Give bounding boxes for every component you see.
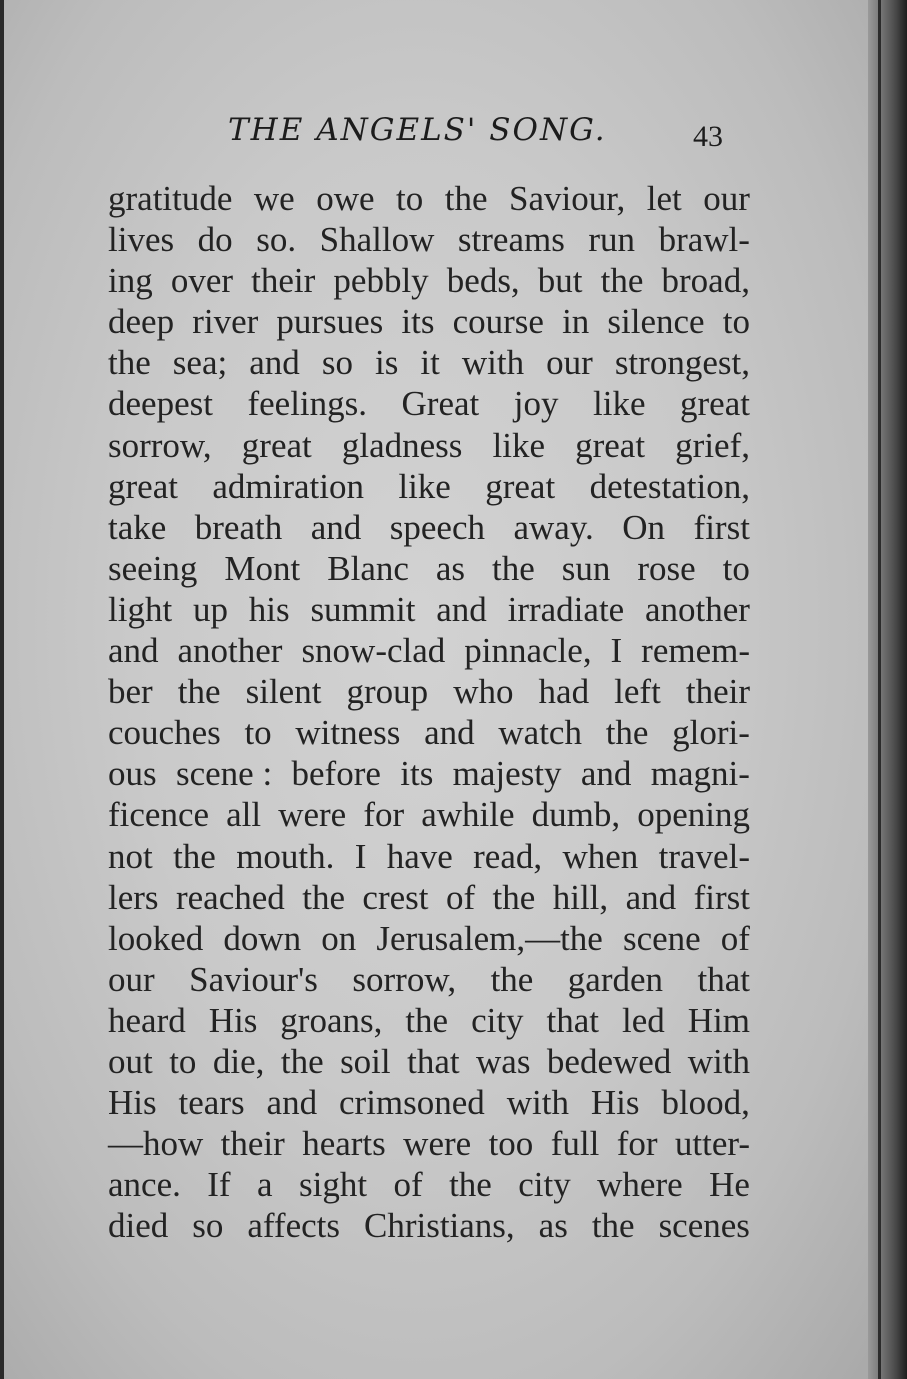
word: the — [173, 836, 216, 876]
word: —how — [108, 1124, 204, 1164]
word: breath — [194, 507, 283, 547]
word: city — [518, 1165, 571, 1205]
word: ing — [108, 261, 153, 301]
word: looked — [108, 918, 204, 958]
word: had — [538, 672, 590, 712]
word: great — [680, 384, 750, 424]
word: He — [709, 1165, 750, 1205]
word: another — [645, 589, 750, 629]
word: scenes — [658, 1206, 750, 1246]
word: group — [346, 672, 429, 712]
word: soil — [340, 1041, 391, 1081]
word: on — [321, 918, 357, 958]
word: so. — [256, 220, 297, 260]
word: Jerusalem,—the — [376, 918, 603, 958]
word: pursues — [276, 302, 384, 342]
word: mouth. — [236, 836, 335, 876]
word: with — [506, 1083, 569, 1123]
text-line — [108, 712, 750, 753]
word: owe — [316, 179, 375, 218]
word: the — [492, 877, 536, 917]
word: Saviour's — [189, 959, 318, 999]
word: let — [646, 179, 682, 218]
word: deep — [108, 302, 175, 342]
word: silence — [607, 302, 705, 342]
word: ber — [108, 672, 153, 712]
word: detestation, — [589, 466, 750, 506]
word: I — [354, 836, 367, 876]
word: their — [220, 1124, 285, 1164]
word: His — [108, 1083, 157, 1123]
text-line — [108, 836, 750, 877]
word: crimsoned — [339, 1083, 485, 1123]
word: where — [597, 1165, 683, 1205]
word: sight — [298, 1165, 368, 1205]
text-line — [108, 1041, 750, 1082]
text-line — [108, 918, 750, 959]
word: and — [424, 713, 475, 753]
word: His — [590, 1083, 640, 1123]
text-line — [108, 219, 750, 260]
word: is — [374, 343, 399, 383]
word: it — [420, 343, 440, 383]
text-line — [108, 1123, 750, 1164]
word: On — [622, 507, 666, 547]
word: Saviour, — [509, 179, 626, 218]
word: great — [575, 425, 646, 465]
word: blood, — [661, 1083, 750, 1123]
word: the — [492, 548, 535, 588]
word: gratitude — [108, 179, 233, 218]
word: His — [208, 1000, 258, 1040]
word: who — [453, 672, 514, 712]
word: like — [492, 425, 545, 465]
word: feelings. — [247, 384, 368, 424]
word: scene — [622, 918, 701, 958]
word: for — [616, 1124, 658, 1164]
text-line — [108, 342, 750, 383]
word: have — [386, 836, 453, 876]
word: garden — [567, 959, 664, 999]
word: not — [108, 836, 153, 876]
word: die, — [212, 1041, 265, 1081]
word: its — [401, 302, 435, 342]
word: of — [393, 1165, 423, 1205]
running-title: THE ANGELS' SONG. — [228, 112, 607, 148]
word: admiration — [212, 466, 364, 506]
text-line — [108, 794, 750, 835]
word: and — [249, 343, 300, 383]
word: its — [400, 754, 434, 794]
word: out — [108, 1041, 153, 1081]
word: ficence — [108, 795, 210, 835]
binding-edge-line — [878, 0, 881, 1379]
running-header — [0, 108, 870, 158]
word: the — [490, 959, 534, 999]
word: brawl- — [658, 220, 750, 260]
word: to — [722, 548, 750, 588]
word: before — [291, 754, 381, 794]
text-line — [108, 425, 750, 466]
word: the — [591, 1206, 635, 1246]
word: great — [108, 466, 178, 506]
word: the — [600, 261, 644, 301]
word: read, — [473, 836, 543, 876]
word: watch — [498, 713, 582, 753]
word: to — [244, 713, 272, 753]
word: to — [722, 302, 750, 342]
body-text — [108, 178, 750, 1246]
word: pebbly — [333, 261, 429, 301]
word: a — [257, 1165, 273, 1205]
word: the — [405, 1000, 449, 1040]
word: full — [550, 1124, 600, 1164]
word: speech — [389, 507, 485, 547]
word: scene : — [175, 754, 273, 794]
word: do — [197, 220, 233, 260]
word: in — [562, 302, 590, 342]
text-line — [108, 959, 750, 1000]
word: first — [693, 877, 750, 917]
word: as — [538, 1206, 568, 1246]
word: city — [471, 1000, 524, 1040]
text-line — [108, 301, 750, 342]
word: lers — [108, 877, 159, 917]
word: travel- — [658, 836, 750, 876]
word: we — [253, 179, 295, 218]
word: hearts — [302, 1124, 386, 1164]
word: the — [302, 877, 345, 917]
word: ance. — [108, 1165, 181, 1205]
text-line — [108, 1164, 750, 1205]
word: our — [703, 179, 750, 218]
word: If — [207, 1165, 231, 1205]
word: affects — [247, 1206, 340, 1246]
word: died — [108, 1206, 169, 1246]
word: the — [444, 179, 488, 218]
word: and — [580, 754, 632, 794]
word: as — [435, 548, 466, 588]
word: the — [177, 672, 221, 712]
word: when — [562, 836, 639, 876]
word: I — [610, 631, 623, 671]
word: so — [321, 343, 353, 383]
word: tears — [178, 1083, 245, 1123]
left-page-edge — [0, 0, 4, 1379]
text-line — [108, 178, 750, 219]
word: dumb, — [531, 795, 621, 835]
word: take — [108, 507, 167, 547]
word: so — [192, 1206, 224, 1246]
word: Great — [401, 384, 480, 424]
word: streams — [457, 220, 565, 260]
word: like — [593, 384, 646, 424]
word: opening — [637, 795, 750, 835]
word: sea; — [172, 343, 228, 383]
word: heard — [108, 1000, 186, 1040]
word: that — [697, 959, 750, 999]
word: irradiate — [507, 589, 625, 629]
word: crest — [362, 877, 429, 917]
text-line — [108, 1082, 750, 1123]
word: with — [461, 343, 525, 383]
word: another — [177, 631, 283, 671]
word: run — [588, 220, 636, 260]
word: great — [241, 425, 312, 465]
word: Christians, — [363, 1206, 515, 1246]
word: witness — [295, 713, 401, 753]
word: light — [108, 589, 173, 629]
word: and — [108, 631, 159, 671]
word: of — [720, 918, 750, 958]
word: great — [485, 466, 556, 506]
word: up — [192, 589, 228, 629]
word: the — [108, 343, 151, 383]
word: gladness — [341, 425, 463, 465]
text-line — [108, 630, 750, 671]
word: utter- — [674, 1124, 750, 1164]
word: but — [537, 261, 583, 301]
word: was — [476, 1041, 531, 1081]
word: the — [605, 713, 649, 753]
word: like — [398, 466, 451, 506]
word: magni- — [650, 754, 750, 794]
word: to — [169, 1041, 197, 1081]
word: were — [403, 1124, 472, 1164]
word: pinnacle, — [464, 631, 592, 671]
word: all — [226, 795, 262, 835]
word: and — [310, 507, 362, 547]
word: remem- — [641, 631, 750, 671]
text-line — [108, 671, 750, 712]
word: sun — [561, 548, 611, 588]
text-line — [108, 260, 750, 301]
word: our — [108, 959, 155, 999]
word: lives — [108, 220, 175, 260]
word: sorrow, — [108, 425, 212, 465]
word: Shallow — [319, 220, 435, 260]
word: and — [266, 1083, 318, 1123]
word: deepest — [108, 384, 213, 424]
word: seeing — [108, 548, 198, 588]
word: and — [625, 877, 677, 917]
text-line — [108, 1000, 750, 1041]
word: with — [687, 1041, 750, 1081]
word: strongest, — [614, 343, 750, 383]
word: reached — [175, 877, 285, 917]
word: beds, — [446, 261, 520, 301]
text-line — [108, 1205, 750, 1246]
text-line — [108, 383, 750, 424]
word: their — [685, 672, 750, 712]
text-line — [108, 877, 750, 918]
word: that — [546, 1000, 599, 1040]
word: Him — [687, 1000, 750, 1040]
word: grief, — [675, 425, 750, 465]
word: joy — [513, 384, 559, 424]
word: couches — [108, 713, 221, 753]
word: over — [170, 261, 234, 301]
word: our — [546, 343, 593, 383]
word: Blanc — [327, 548, 409, 588]
word: awhile — [421, 795, 515, 835]
word: silent — [245, 672, 322, 712]
word: their — [251, 261, 316, 301]
word: Mont — [224, 548, 301, 588]
word: sorrow, — [352, 959, 457, 999]
word: hill, — [552, 877, 609, 917]
word: away. — [513, 507, 594, 547]
word: the — [280, 1041, 324, 1081]
word: for — [363, 795, 405, 835]
word: river — [192, 302, 259, 342]
word: his — [248, 589, 290, 629]
text-line — [108, 548, 750, 589]
word: glori- — [672, 713, 750, 753]
text-line — [108, 589, 750, 630]
word: broad, — [661, 261, 750, 301]
word: ous — [108, 754, 157, 794]
word: rose — [637, 548, 696, 588]
word: too — [488, 1124, 534, 1164]
page-number: 43 — [693, 120, 723, 153]
word: majesty — [452, 754, 562, 794]
book-binding-shadow — [868, 0, 907, 1379]
word: were — [278, 795, 347, 835]
word: of — [445, 877, 476, 917]
text-line — [108, 753, 750, 794]
word: led — [621, 1000, 665, 1040]
word: groans, — [280, 1000, 383, 1040]
word: first — [693, 507, 750, 547]
word: to — [396, 179, 424, 218]
word: and — [436, 589, 487, 629]
word: snow-clad — [301, 631, 446, 671]
word: left — [614, 672, 661, 712]
word: that — [407, 1041, 460, 1081]
word: bedewed — [546, 1041, 672, 1081]
word: down — [223, 918, 302, 958]
word: the — [449, 1165, 492, 1205]
word: course — [452, 302, 544, 342]
text-line — [108, 466, 750, 507]
text-line — [108, 507, 750, 548]
word: summit — [310, 589, 416, 629]
